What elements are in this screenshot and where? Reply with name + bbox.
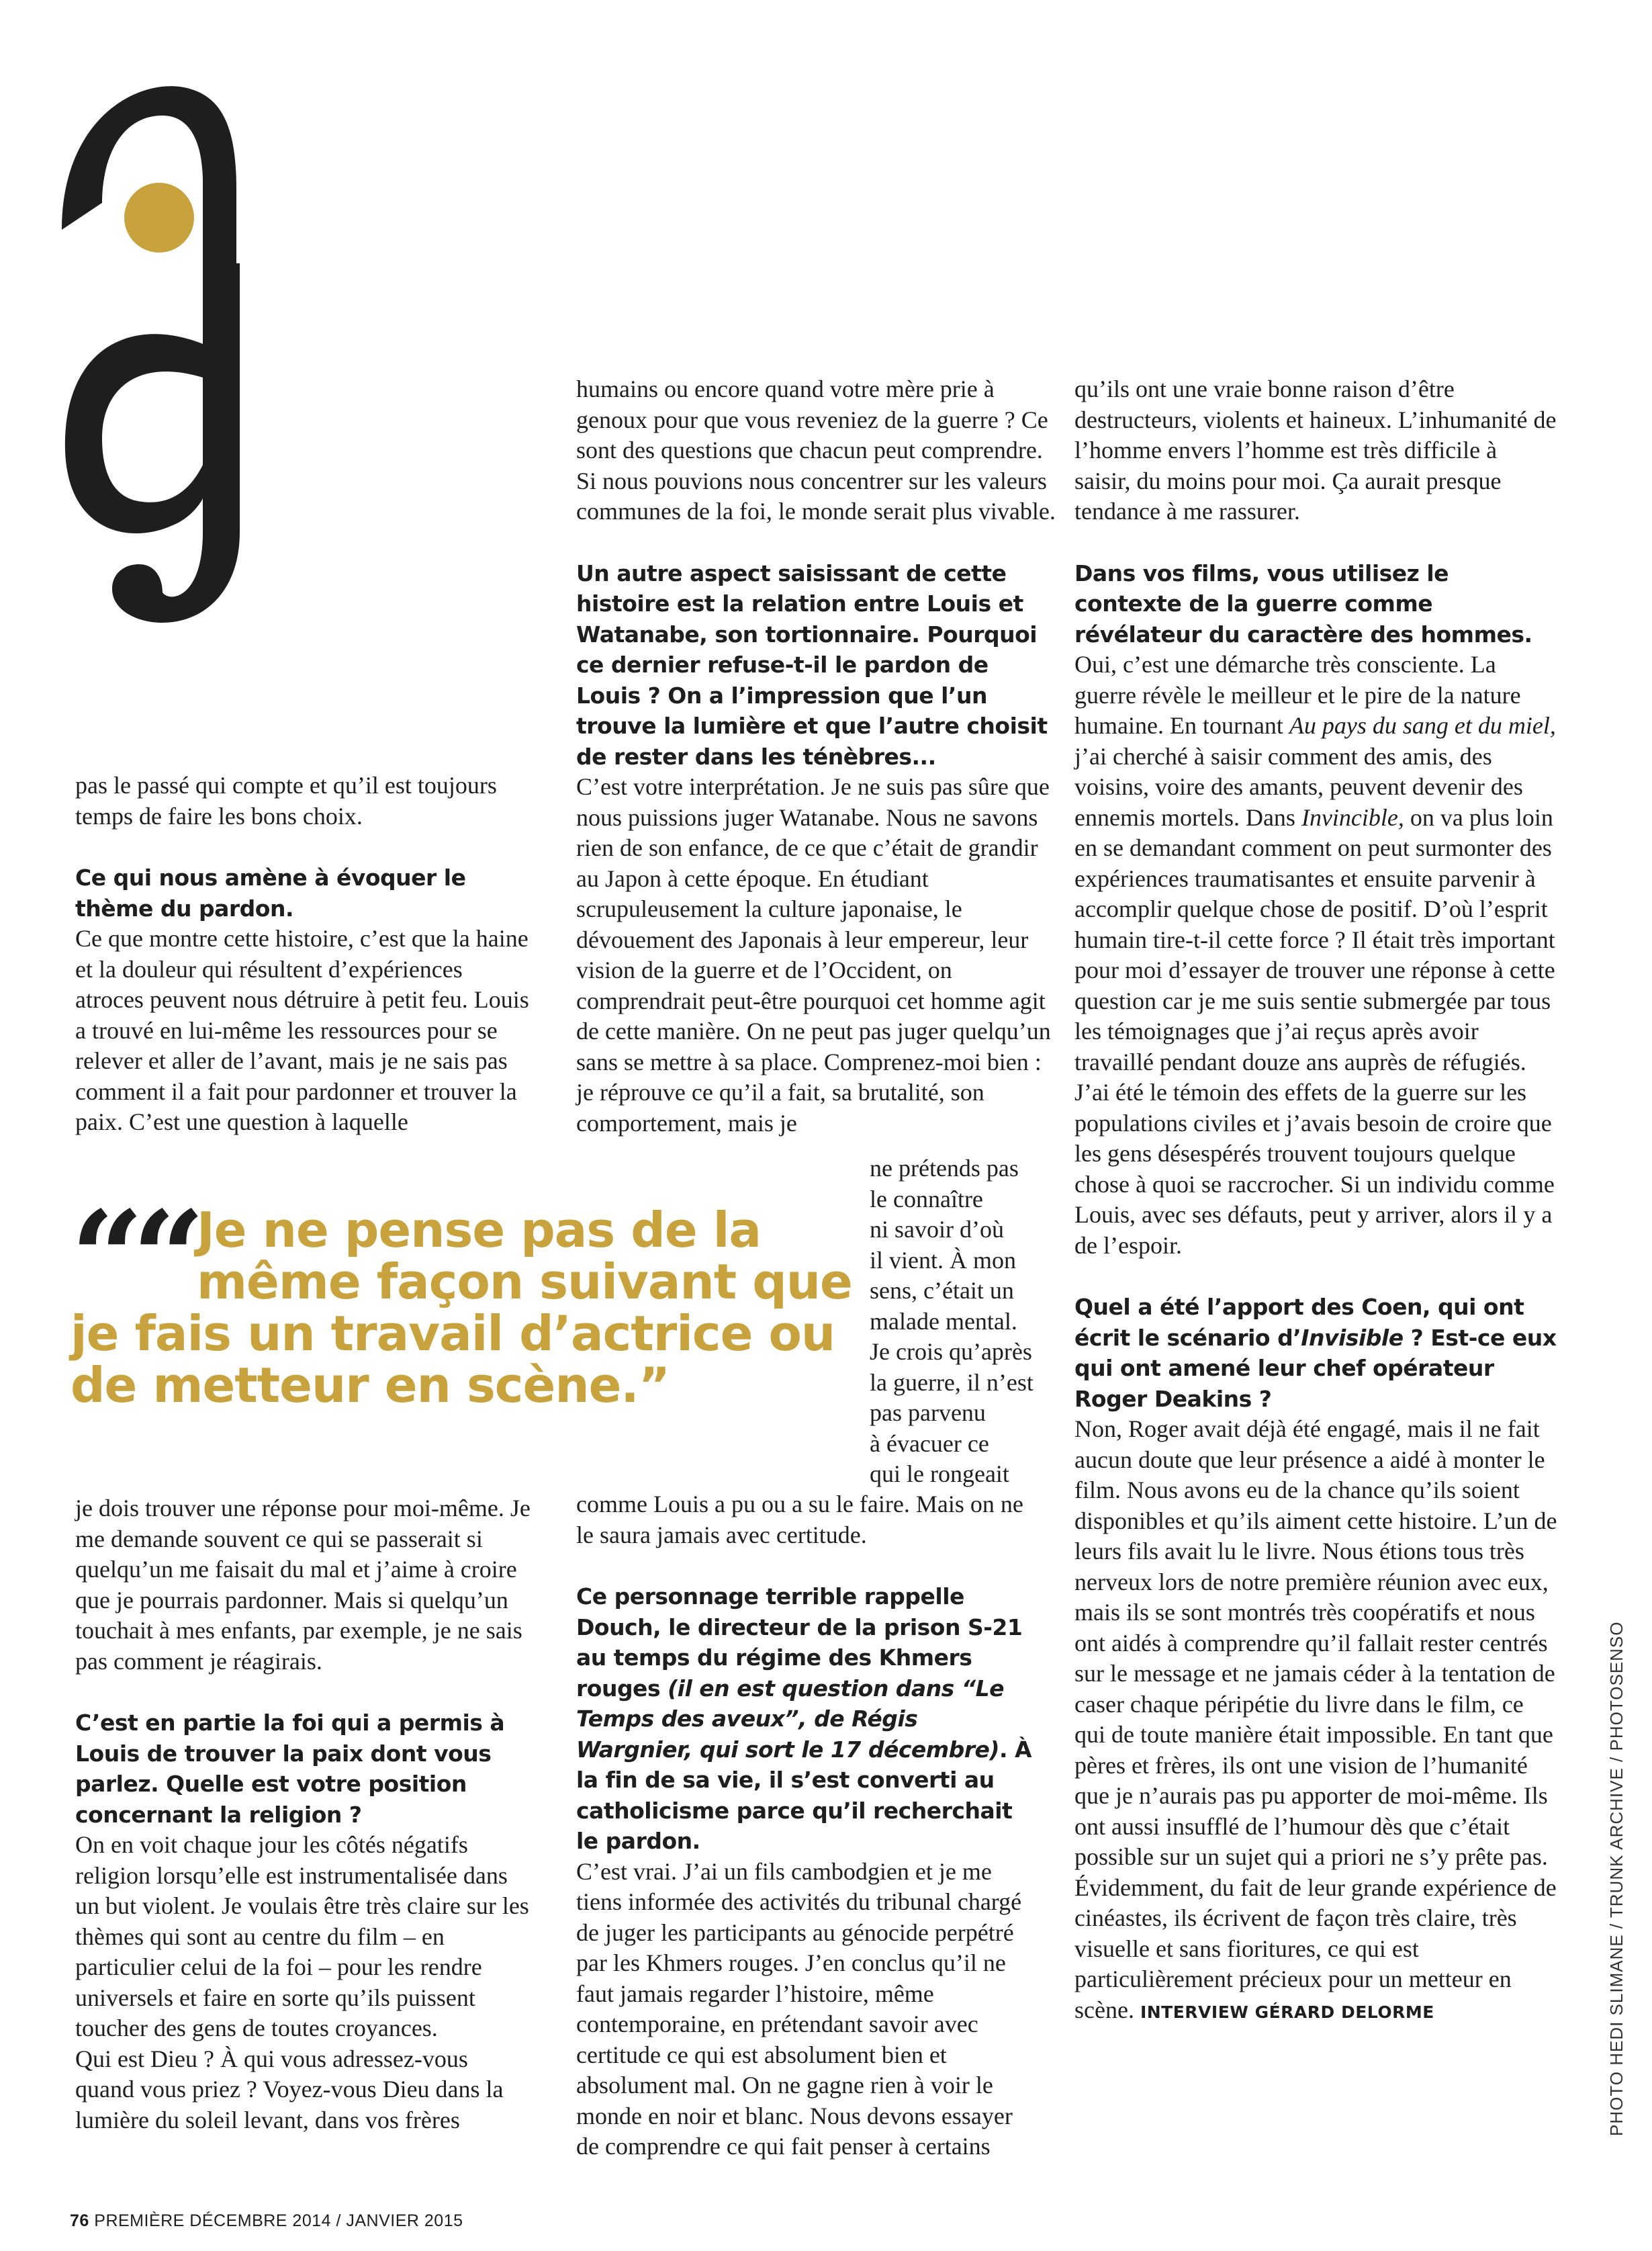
column-2-top <box>576 374 1060 1139</box>
paragraph: qu’ils ont une vraie bonne raison d’être destructeurs, violents et haineux. L’inhumanité de l’homme envers l’homme est très difficile à saisir, du moins pour moi. Ça aurait presque tendance à me rassurer. <box>1074 376 1557 525</box>
column-1-bottom <box>75 1493 532 2135</box>
interview-question: C’est en partie la foi qui a permis à Louis de trouver la paix dont vous parlez. Quelle est votre position concernant la religion ? <box>75 1710 505 1828</box>
text-line: le connaître <box>870 1185 983 1212</box>
text-line: il vient. À mon <box>870 1246 1016 1274</box>
paragraph: On en voit chaque jour les côtés négatifs religion lorsqu’elle est instrumentalisée dans un but violent. Je voulais être très claire sur les thèmes qui sont au centre du film – en particulier celui de la foi – pour les rendre universels et faire en sorte qu’ils puissent toucher des gens de toutes croyances. <box>75 1831 529 2041</box>
text-line: sens, c’était un <box>870 1277 1014 1304</box>
paragraph: pas le passé qui compte et qu’il est toujours temps de faire les bons choix. <box>75 772 497 830</box>
interview-question: Dans vos films, vous utilisez le contexte de la guerre comme révélateur du caractère des hommes. <box>1074 560 1532 648</box>
paragraph: C’est votre interprétation. Je ne suis pas sûre que nous puissions juger Watanabe. Nous ne savons rien de son enfance, de ce que c’était de grandir au Japon à cette époque. En étudiant scrupuleusement la culture japonaise, le dévouement des Japonais à leur empereur, leur vision de la guerre et de l’Occident, on comprendrait peut-être pourquoi cet homme agit de cette manière. On ne peut pas juger quelqu’un sans se mettre à sa place. Comprenez-moi bien : je réprouve ce qu’il a fait, sa brutalité, son comportement, mais je <box>576 773 1051 1137</box>
paragraph: Oui, c’est une démarche très consciente. La guerre révèle le meilleur et le pire de la nature humaine. En tournant Au pays du sang et du miel, j’ai cherché à saisir comment des amis, des voisins, voire des amants, peuvent devenir des ennemis mortels. Dans Invincible, on va plus loin en se demandant comment on peut surmonter des expériences traumatisantes et ensuite parvenir à accomplir quelque chose de positif. D’où l’esprit humain tire-t-il cette force ? Il était très important pour moi d’essayer de trouver une réponse à cette question car je me suis sentie submergée par tous les témoignages que j’ai reçus après avoir travaillé pendant douze ans auprès de réfugiés. J’ai été le témoin des effets de la guerre sur les populations civiles et j’avais besoin de croire que les gens désespérés trouvent toujours quelque chose à quoi se raccrocher. Si un individu comme Louis, avec ses défauts, peut y arriver, alors il y a de l’espoir. <box>1074 651 1556 1259</box>
paragraph: humains ou encore quand votre mère prie à genoux pour que vous reveniez de la guerre ? Ce sont des questions que chacun peut comprendre. Si nous pouvions nous concentrer sur les valeurs communes de la foi, le monde serait plus vivable. <box>576 376 1056 525</box>
interview-question: Quel a été l’apport des Coen, qui ont écrit le scénario d’Invisible ? Est-ce eux qui ont amené leur chef opérateur Roger Deakins ? <box>1074 1294 1557 1412</box>
pull-quote-line: je fais un travail d’actrice ou <box>71 1305 835 1362</box>
pull-quote-line: même façon suivant que <box>197 1253 852 1310</box>
column-3 <box>1074 374 1558 2027</box>
paragraph: Qui est Dieu ? À qui vous adressez-vous quand vous priez ? Voyez-vous Dieu dans la lumière du soleil levant, dans vos frères <box>75 2045 504 2133</box>
byline: INTERVIEW GÉRARD DELORME <box>1140 2002 1434 2022</box>
pull-quote-line: de metteur en scène.” <box>71 1357 670 1413</box>
pull-quote-line: Je ne pense pas de la <box>197 1202 761 1258</box>
text-line: Je crois qu’après <box>870 1338 1032 1365</box>
opening-quote-marks: ““ <box>71 1183 193 1333</box>
photo-credit: PHOTO HEDI SLIMANE / TRUNK ARCHIVE / PHOTOSENSO <box>1606 1621 1626 2136</box>
paragraph: je dois trouver une réponse pour moi-même. Je me demande souvent ce qui se passerait si quelqu’un me faisait du mal et j’aime à croire que je pourrais pardonner. Mais si quelqu’un touchait à mes enfants, par exemple, je ne sais pas comment je réagirais. <box>75 1495 531 1675</box>
interview-question: Ce qui nous amène à évoquer le thème du pardon. <box>75 865 466 922</box>
page-footer <box>70 2211 463 2231</box>
paragraph: Ce que montre cette histoire, c’est que la haine et la douleur qui résultent d’expériences atroces peuvent nous détruire à petit feu. Louis a trouvé en lui-même les ressources pour se relever et aller de l’avant, mais je ne sais pas comment il a fait pour pardonner et trouver la paix. C’est une question à laquelle <box>75 925 529 1135</box>
interview-question: Ce personnage terrible rappelle Douch, le directeur de la prison S-21 au temps du régime des Khmers rouges (il en est question dans “Le Temps des aveux”, de Régis Wargnier, qui sort le 17 décembre). À la fin de sa vie, il s’est converti au catholicisme parce qu’il recherchait le pardon. <box>576 1583 1032 1854</box>
text-line: ne prétends pas <box>870 1155 1019 1182</box>
page-number: 76 <box>70 2211 89 2230</box>
paragraph: Non, Roger avait déjà été engagé, mais il ne fait aucun doute que leur présence a aidé à monter le film. Nous avons eu de la chance qu’ils soient disponibles et qu’ils aiment cette histoire. L’un de leurs fils avait lu le livre. Nous étions tous très nerveux lors de notre première réunion avec eux, mais ils se sont montrés très coopératifs et nous ont aidés à comprendre qu’il fallait rester centrés sur le message et ne jamais céder à la tentation de caser chaque péripétie du livre dans le film, ce qui de toute manière était impossible. En tant que pères et frères, ils ont une vision de l’humanité que je n’aurais pas pu apporter de moi-même. Ils ont aussi insufflé de l’humour dès que c’était possible sur un sujet qui a priori ne s’y prête pas. Évidemment, du fait de leur grande expérience de cinéastes, ils écrivent de façon très claire, très visuelle et sans fioritures, ce qui est particulièrement précieux pour un metteur en scène. INTERVIEW GÉRARD DELORME <box>1074 1415 1557 2023</box>
column-1-top <box>75 770 532 1138</box>
text-line: malade mental. <box>870 1307 1017 1335</box>
dropcap-letter-a <box>35 62 257 626</box>
column-2-narrow <box>870 1153 1071 1490</box>
interview-question: Un autre aspect saisissant de cette histoire est la relation entre Louis et Watanabe, son tortionnaire. Pourquoi ce dernier refuse-t-il le pardon de Louis ? On a l’impression que l’un trouve la lumière et que l’autre choisit de rester dans les ténèbres... <box>576 560 1048 770</box>
column-2-bottom <box>576 1489 1033 2162</box>
text-line: la guerre, il n’est <box>870 1368 1034 1396</box>
text-line: qui le rongeait <box>870 1460 1009 1487</box>
paragraph: comme Louis a pu ou a su le faire. Mais on ne le saura jamais avec certitude. <box>576 1491 1023 1548</box>
text-line: pas parvenu <box>870 1399 986 1426</box>
text-line: à évacuer ce <box>870 1429 989 1457</box>
issue-info: PREMIÈRE DÉCEMBRE 2014 / JANVIER 2015 <box>94 2211 463 2230</box>
paragraph: C’est vrai. J’ai un fils cambodgien et je me tiens informée des activités du tribunal chargé de juger les participants au génocide perpétré par les Khmers rouges. J’en conclus qu’il ne faut jamais regarder l’histoire, même contemporaine, en prétendant savoir avec certitude ce qui est absolument bien et absolument mal. On ne gagne rien à voir le monde en noir et blanc. Nous devons essayer de comprendre ce qui fait penser à certains <box>576 1857 1022 2160</box>
text-line: ni savoir d’où <box>870 1216 1004 1243</box>
